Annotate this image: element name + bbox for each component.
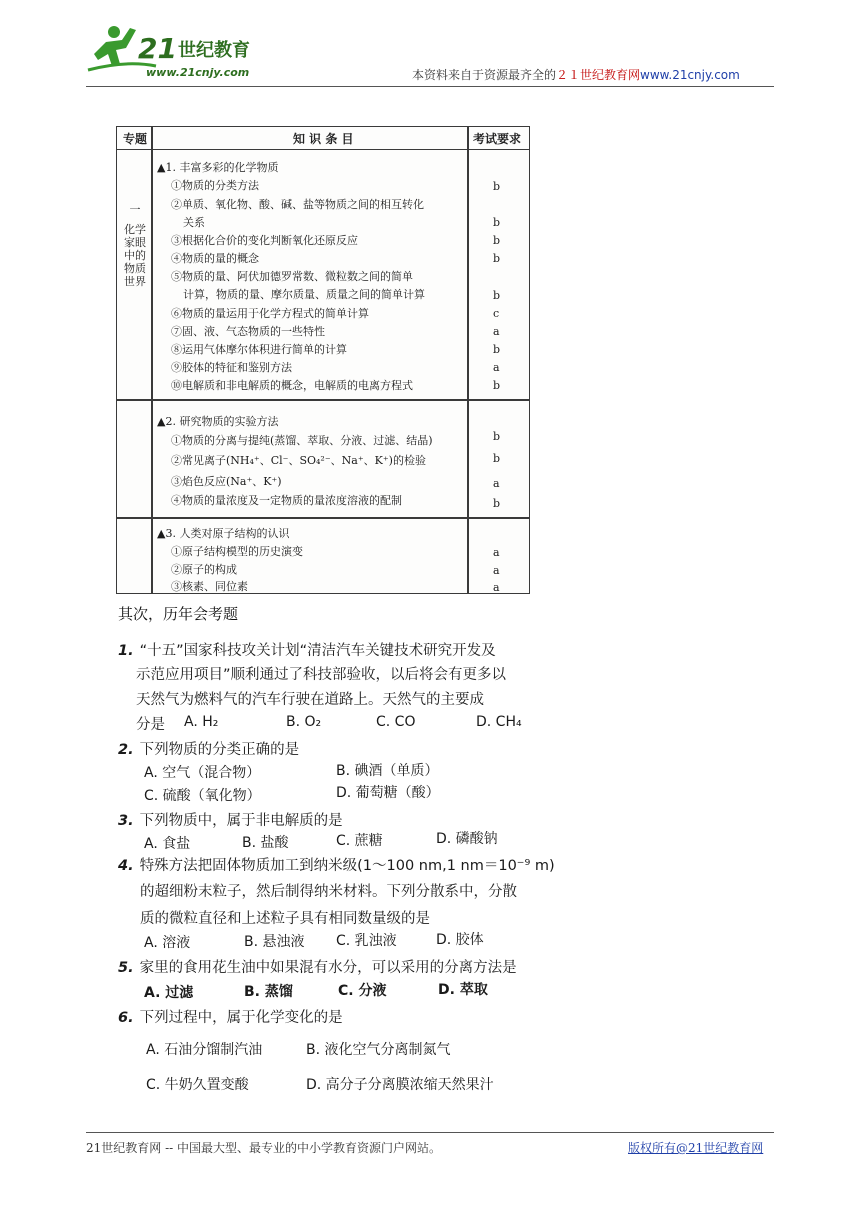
- option-d: D. CH₄: [476, 714, 522, 730]
- section-title: ▲3. 人类对原子结构的认识: [157, 527, 290, 540]
- table-row: ⑤物质的量、阿伏加德罗常数、微粒数之间的简单: [171, 270, 413, 283]
- option-b: B. 液化空气分离制氮气: [306, 1042, 451, 1058]
- question-number: 4.: [118, 858, 134, 874]
- topic-number: 一: [129, 203, 141, 216]
- option-d: D. 胶体: [436, 932, 484, 948]
- grade-value: a: [493, 477, 500, 490]
- question-line: 分是: [136, 717, 165, 733]
- table-row: ⑦固、液、气态物质的一些特性: [171, 325, 325, 338]
- option-d: D. 高分子分离膜浓缩天然果汁: [306, 1077, 494, 1093]
- footer-divider: [86, 1132, 774, 1133]
- option-b: B. 碘酒（单质）: [336, 763, 439, 779]
- table-row: ⑨胶体的特征和鉴别方法: [171, 361, 292, 374]
- header-source-line: [412, 66, 740, 83]
- grade-value: c: [493, 307, 500, 320]
- section-subtitle: 其次，历年会考题: [118, 605, 239, 623]
- question-number: 1.: [118, 643, 134, 659]
- svg-text:世纪教育: 世纪教育: [178, 40, 250, 61]
- header-source-site[interactable]: ２１世纪教育网: [556, 68, 641, 82]
- runner-logo-icon: [86, 20, 286, 82]
- option-d: D. 萃取: [438, 982, 488, 998]
- table-row: ③核素、同位素: [171, 580, 248, 593]
- grade-value: a: [493, 325, 500, 338]
- grade-value: b: [493, 343, 501, 356]
- table-row: ⑥物质的量运用于化学方程式的简单计算: [171, 307, 369, 320]
- option-c: C. CO: [376, 714, 416, 730]
- question-number: 3.: [118, 813, 134, 829]
- grade-value: b: [493, 234, 501, 247]
- header-knowledge: 知 识 条 目: [293, 132, 354, 146]
- question-line: 3. 下列物质中，属于非电解质的是: [118, 813, 343, 829]
- option-a: A. 过滤: [144, 985, 194, 1001]
- question-line: 2. 下列物质的分类正确的是: [118, 742, 300, 758]
- option-b: B. 盐酸: [242, 835, 289, 851]
- grade-value: b: [493, 289, 501, 302]
- table-row: ④物质的量浓度及一定物质的量浓度溶液的配制: [171, 494, 402, 507]
- table-row: 计算，物质的量、摩尔质量、质量之间的简单计算: [183, 288, 425, 301]
- header-divider: [86, 86, 774, 87]
- grade-value: b: [493, 497, 501, 510]
- option-c: C. 牛奶久置变酸: [146, 1077, 249, 1093]
- grade-value: a: [493, 546, 500, 559]
- question-line: 天然气为燃料气的汽车行驶在道路上。天然气的主要成: [136, 692, 484, 708]
- section-divider: [117, 517, 529, 519]
- table-row: ④物质的量的概念: [171, 252, 259, 265]
- table-row: 关系: [183, 216, 205, 229]
- header-source-url[interactable]: www.21cnjy.com: [640, 68, 740, 82]
- svg-text:21: 21: [138, 32, 177, 65]
- grade-value: b: [493, 379, 501, 392]
- option-c: C. 分液: [338, 983, 387, 999]
- option-d: D. 磷酸钠: [436, 831, 498, 847]
- grade-value: b: [493, 252, 501, 265]
- table-row: ②常见离子(NH₄⁺、Cl⁻、SO₄²⁻、Na⁺、K⁺)的检验: [171, 454, 426, 467]
- option-c: C. 硫酸（氧化物）: [144, 788, 261, 804]
- question-number: 6.: [118, 1010, 134, 1026]
- table-row: ③焰色反应(Na⁺、K⁺): [171, 475, 282, 488]
- question-number: 5.: [118, 960, 134, 976]
- option-a: A. H₂: [184, 714, 219, 730]
- grade-value: b: [493, 180, 501, 193]
- topic-label: 化学家眼中的物质世界: [124, 223, 146, 288]
- question-line: 质的微粒直径和上述粒子具有相同数量级的是: [140, 911, 430, 927]
- column-divider: [467, 127, 469, 593]
- option-c: C. 乳浊液: [336, 933, 397, 949]
- option-a: A. 石油分馏制汽油: [146, 1042, 263, 1058]
- option-c: C. 蔗糖: [336, 833, 383, 849]
- header-source-prefix: 本资料来自于资源最齐全的: [412, 68, 557, 82]
- footer-description: 21世纪教育网 -- 中国最大型、最专业的中小学教育资源门户网站。: [86, 1141, 442, 1155]
- table-row: ①原子结构模型的历史演变: [171, 545, 303, 558]
- section-divider: [117, 399, 529, 401]
- section-title: ▲1. 丰富多彩的化学物质: [157, 161, 279, 174]
- grade-value: b: [493, 216, 501, 229]
- question-line: 6. 下列过程中，属于化学变化的是: [118, 1010, 343, 1026]
- question-line: 5. 家里的食用花生油中如果混有水分，可以采用的分离方法是: [118, 960, 517, 976]
- option-b: B. 悬浊液: [244, 934, 305, 950]
- question-line: 4. 特殊方法把固体物质加工到纳米级(1～100 nm,1 nm＝10⁻⁹ m): [118, 858, 555, 874]
- option-b: B. 蒸馏: [244, 984, 293, 1000]
- column-divider: [151, 127, 153, 593]
- site-logo: [86, 20, 286, 82]
- table-row: ⑩电解质和非电解质的概念，电解质的电离方程式: [171, 379, 413, 392]
- option-a: A. 溶液: [144, 935, 191, 951]
- table-row: ③根据化合价的变化判断氧化还原反应: [171, 234, 358, 247]
- option-d: D. 葡萄糖（酸）: [336, 785, 440, 801]
- table-row: ②原子的构成: [171, 563, 237, 576]
- footer-copyright-link[interactable]: 版权所有@21世纪教育网: [628, 1141, 764, 1155]
- grade-value: b: [493, 452, 501, 465]
- grade-value: a: [493, 361, 500, 374]
- table-row: ②单质、氧化物、酸、碱、盐等物质之间的相互转化: [171, 198, 424, 211]
- table-row: ①物质的分类方法: [171, 179, 259, 192]
- option-b: B. O₂: [286, 714, 322, 730]
- grade-value: a: [493, 564, 500, 577]
- option-a: A. 空气（混合物）: [144, 765, 261, 781]
- question-number: 2.: [118, 742, 134, 758]
- grade-value: b: [493, 430, 501, 443]
- table-row: ⑧运用气体摩尔体积进行简单的计算: [171, 343, 347, 356]
- header-topic: 专题: [123, 132, 148, 146]
- question-line: 示范应用项目”顺利通过了科技部验收，以后将会有更多以: [136, 667, 507, 683]
- svg-text:www.21cnjy.com: www.21cnjy.com: [146, 66, 250, 79]
- question-line: 的超细粉末粒子，然后制得纳米材料。下列分散系中，分散: [140, 884, 517, 900]
- grade-value: a: [493, 581, 500, 594]
- question-line: 1. “十五”国家科技攻关计划“清洁汽车关键技术研究开发及: [118, 643, 496, 659]
- section-title: ▲2. 研究物质的实验方法: [157, 415, 279, 428]
- option-a: A. 食盐: [144, 836, 191, 852]
- header-requirement: 考试要求: [473, 132, 522, 146]
- knowledge-table: [116, 126, 530, 594]
- table-row: ①物质的分离与提纯(蒸馏、萃取、分液、过滤、结晶): [171, 434, 433, 447]
